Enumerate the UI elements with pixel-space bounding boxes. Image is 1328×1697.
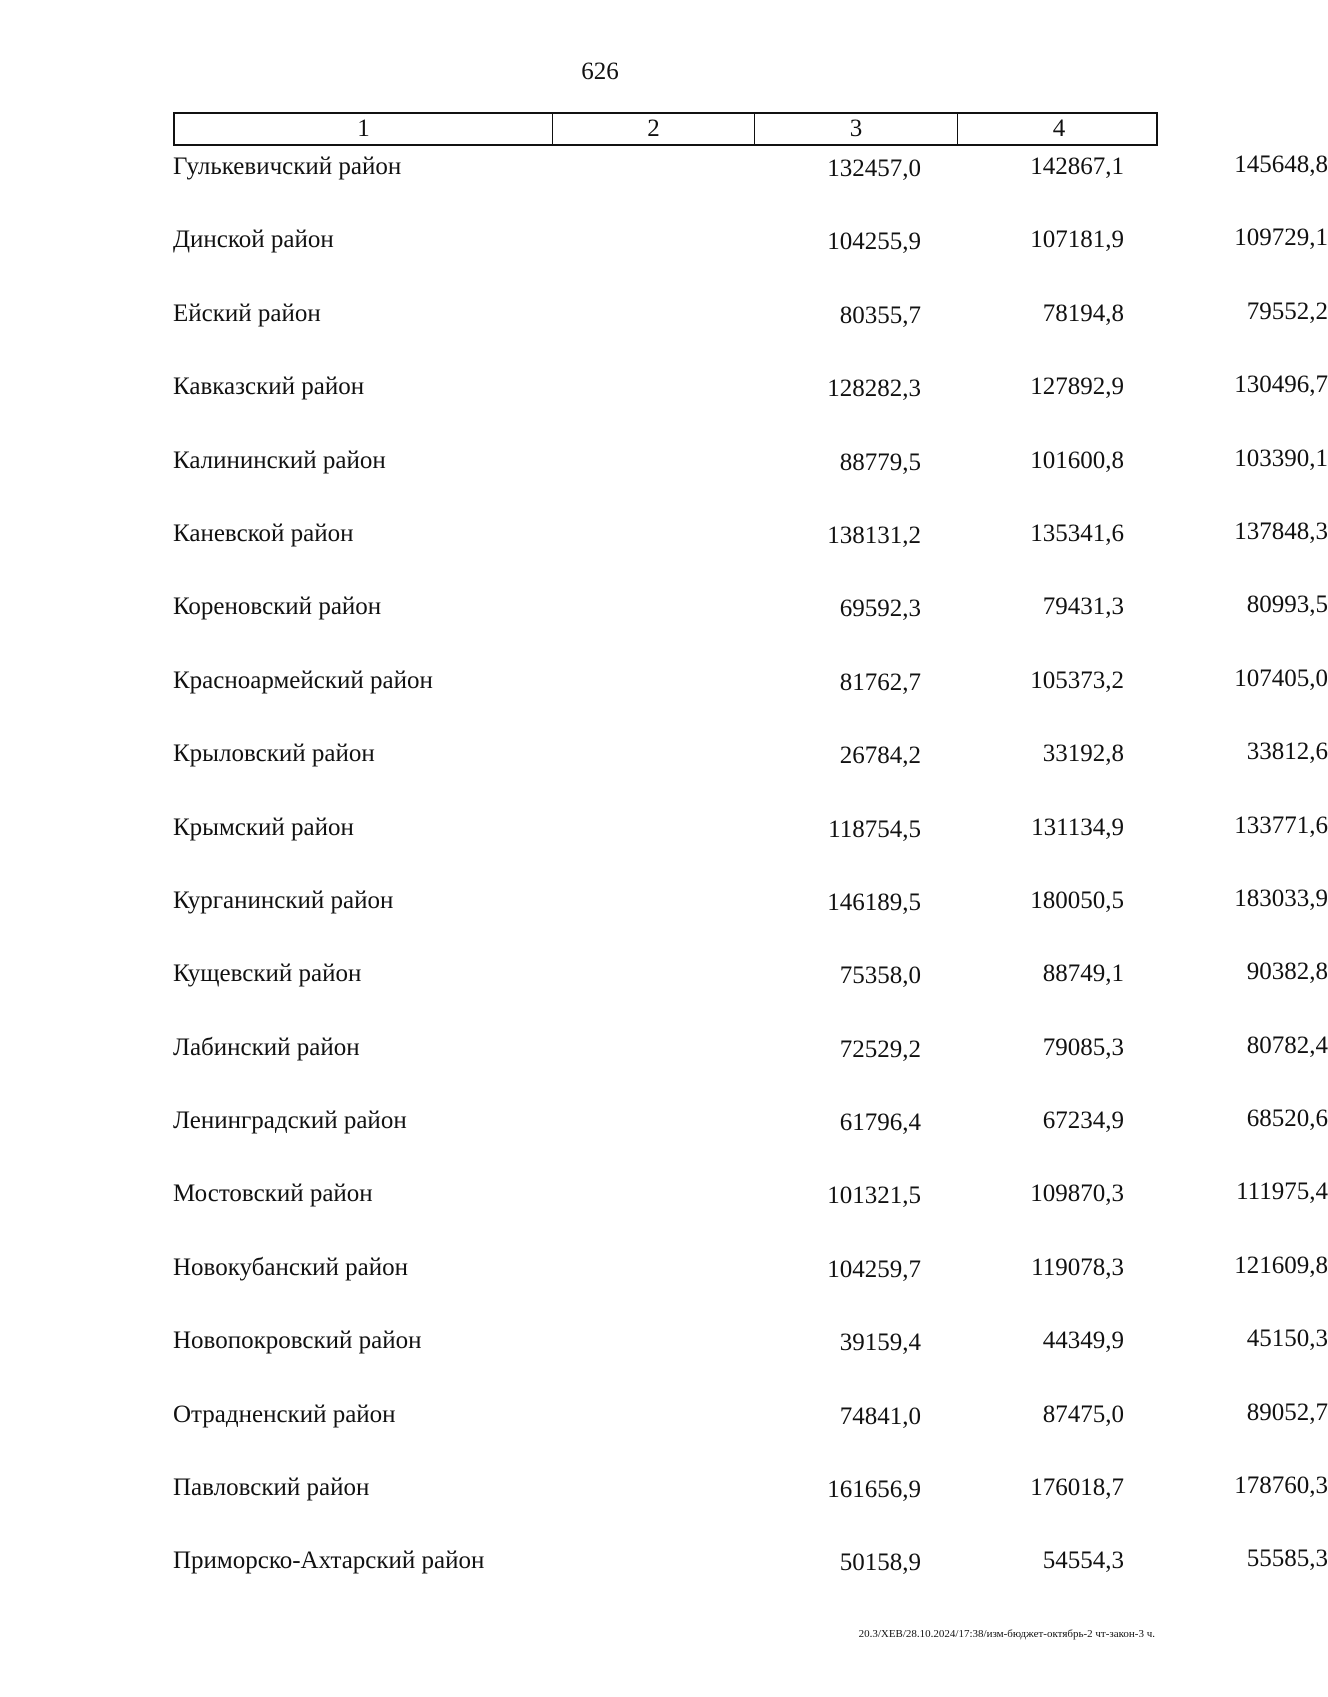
- value-col-4: 183033,9: [1234, 884, 1328, 912]
- district-name: Кореновский район: [173, 593, 382, 621]
- table-row: [173, 223, 1328, 296]
- table-row: [173, 1471, 1328, 1544]
- value-col-3: 107181,9: [1030, 226, 1124, 254]
- table-row: [173, 517, 1328, 590]
- value-col-2: 146189,5: [827, 888, 921, 916]
- value-col-4: 133771,6: [1234, 811, 1328, 839]
- district-name: Лабинский район: [173, 1033, 360, 1061]
- value-col-2: 26784,2: [839, 742, 921, 770]
- value-col-4: 178760,3: [1234, 1472, 1328, 1500]
- district-name: Красноармейский район: [173, 666, 433, 694]
- district-name: Ейский район: [173, 299, 321, 327]
- value-col-4: 80782,4: [1246, 1031, 1328, 1059]
- value-col-2: 72529,2: [839, 1035, 921, 1063]
- table-body: [173, 150, 1328, 1618]
- value-col-3: 67234,9: [1042, 1107, 1124, 1135]
- value-col-2: 81762,7: [839, 668, 921, 696]
- value-col-4: 111975,4: [1236, 1178, 1328, 1206]
- value-col-3: 101600,8: [1030, 446, 1124, 474]
- value-col-4: 145648,8: [1234, 151, 1328, 178]
- value-col-4: 33812,6: [1246, 738, 1328, 766]
- value-col-3: 87475,0: [1042, 1400, 1124, 1428]
- value-col-2: 69592,3: [839, 595, 921, 623]
- table-row: [173, 737, 1328, 810]
- value-col-2: 39159,4: [839, 1329, 921, 1357]
- value-col-3: 109870,3: [1030, 1180, 1124, 1208]
- value-col-4: 89052,7: [1246, 1398, 1328, 1426]
- value-col-3: 44349,9: [1042, 1327, 1124, 1355]
- district-name: Кавказский район: [173, 373, 365, 401]
- table-row: [173, 1031, 1328, 1104]
- value-col-4: 45150,3: [1246, 1325, 1328, 1353]
- value-col-3: 142867,1: [1030, 153, 1124, 180]
- value-col-4: 121609,8: [1234, 1251, 1328, 1279]
- district-name: Гулькевичский район: [173, 153, 402, 180]
- district-name: Крымский район: [173, 813, 354, 841]
- table-row: [173, 590, 1328, 663]
- value-col-2: 75358,0: [839, 962, 921, 990]
- table-row: [173, 1544, 1328, 1617]
- table-row: [173, 370, 1328, 443]
- value-col-3: 180050,5: [1030, 886, 1124, 914]
- value-col-2: 104259,7: [827, 1255, 921, 1283]
- value-col-2: 128282,3: [827, 375, 921, 403]
- district-name: Динской район: [173, 226, 334, 254]
- page-number: 626: [581, 58, 619, 85]
- value-col-2: 80355,7: [839, 301, 921, 329]
- district-name: Мостовский район: [173, 1180, 373, 1208]
- value-col-3: 79085,3: [1042, 1033, 1124, 1061]
- value-col-3: 176018,7: [1030, 1474, 1124, 1502]
- table-header: [173, 112, 1158, 146]
- value-col-3: 33192,8: [1042, 740, 1124, 768]
- table-row: [173, 1104, 1328, 1177]
- table-row: [173, 297, 1328, 370]
- district-name: Новокубанский район: [173, 1253, 408, 1281]
- document-footer: 20.3/ХЕВ/28.10.2024/17:38/изм-бюджет-октябрь-2 чт-закон-3 ч.: [858, 1628, 1155, 1640]
- table-row: [173, 1324, 1328, 1397]
- district-name: Отрадненский район: [173, 1400, 396, 1428]
- value-col-4: 109729,1: [1234, 224, 1328, 252]
- table-row: [173, 664, 1328, 737]
- value-col-2: 118754,5: [828, 815, 921, 843]
- value-col-3: 79431,3: [1042, 593, 1124, 621]
- value-col-2: 61796,4: [839, 1109, 921, 1137]
- district-name: Кущевский район: [173, 960, 362, 988]
- table-row: [173, 1251, 1328, 1324]
- value-col-3: 105373,2: [1030, 666, 1124, 694]
- value-col-3: 135341,6: [1030, 519, 1124, 547]
- value-col-3: 127892,9: [1030, 373, 1124, 401]
- district-name: Курганинский район: [173, 886, 394, 914]
- header-col-1: 1: [175, 114, 553, 144]
- table-row: [173, 811, 1328, 884]
- table-row: [173, 444, 1328, 517]
- value-col-3: 78194,8: [1042, 299, 1124, 327]
- table-row: [173, 1177, 1328, 1250]
- value-col-4: 80993,5: [1246, 591, 1328, 619]
- district-name: Новопокровский район: [173, 1327, 422, 1355]
- value-col-2: 50158,9: [839, 1549, 921, 1577]
- value-col-4: 79552,2: [1246, 297, 1328, 325]
- header-col-3: 3: [755, 114, 958, 144]
- value-col-3: 131134,9: [1031, 813, 1124, 841]
- value-col-4: 68520,6: [1246, 1105, 1328, 1133]
- header-col-2: 2: [553, 114, 755, 144]
- value-col-3: 88749,1: [1042, 960, 1124, 988]
- table-row: [173, 884, 1328, 957]
- header-col-4: 4: [1052, 115, 1066, 142]
- value-col-2: 101321,5: [827, 1182, 921, 1210]
- district-name: Крыловский район: [173, 740, 375, 768]
- value-col-4: 55585,3: [1246, 1545, 1328, 1573]
- value-col-2: 161656,9: [827, 1476, 921, 1504]
- table-row: [173, 1398, 1328, 1471]
- district-name: Каневской район: [173, 519, 354, 547]
- table-row: [173, 957, 1328, 1030]
- district-name: Павловский район: [173, 1474, 370, 1502]
- table-row: [173, 150, 1328, 223]
- value-col-2: 88779,5: [839, 448, 921, 476]
- value-col-4: 137848,3: [1234, 517, 1328, 545]
- value-col-2: 132457,0: [827, 155, 921, 182]
- value-col-2: 104255,9: [827, 228, 921, 256]
- district-name: Ленинградский район: [173, 1107, 407, 1135]
- district-name: Приморско-Ахтарский район: [173, 1547, 485, 1575]
- district-name: Калининский район: [173, 446, 386, 474]
- value-col-2: 74841,0: [839, 1402, 921, 1430]
- value-col-4: 130496,7: [1234, 371, 1328, 399]
- value-col-3: 54554,3: [1042, 1547, 1124, 1575]
- value-col-4: 90382,8: [1246, 958, 1328, 986]
- value-col-3: 119078,3: [1031, 1253, 1124, 1281]
- value-col-4: 103390,1: [1234, 444, 1328, 472]
- value-col-4: 107405,0: [1234, 664, 1328, 692]
- value-col-2: 138131,2: [827, 521, 921, 549]
